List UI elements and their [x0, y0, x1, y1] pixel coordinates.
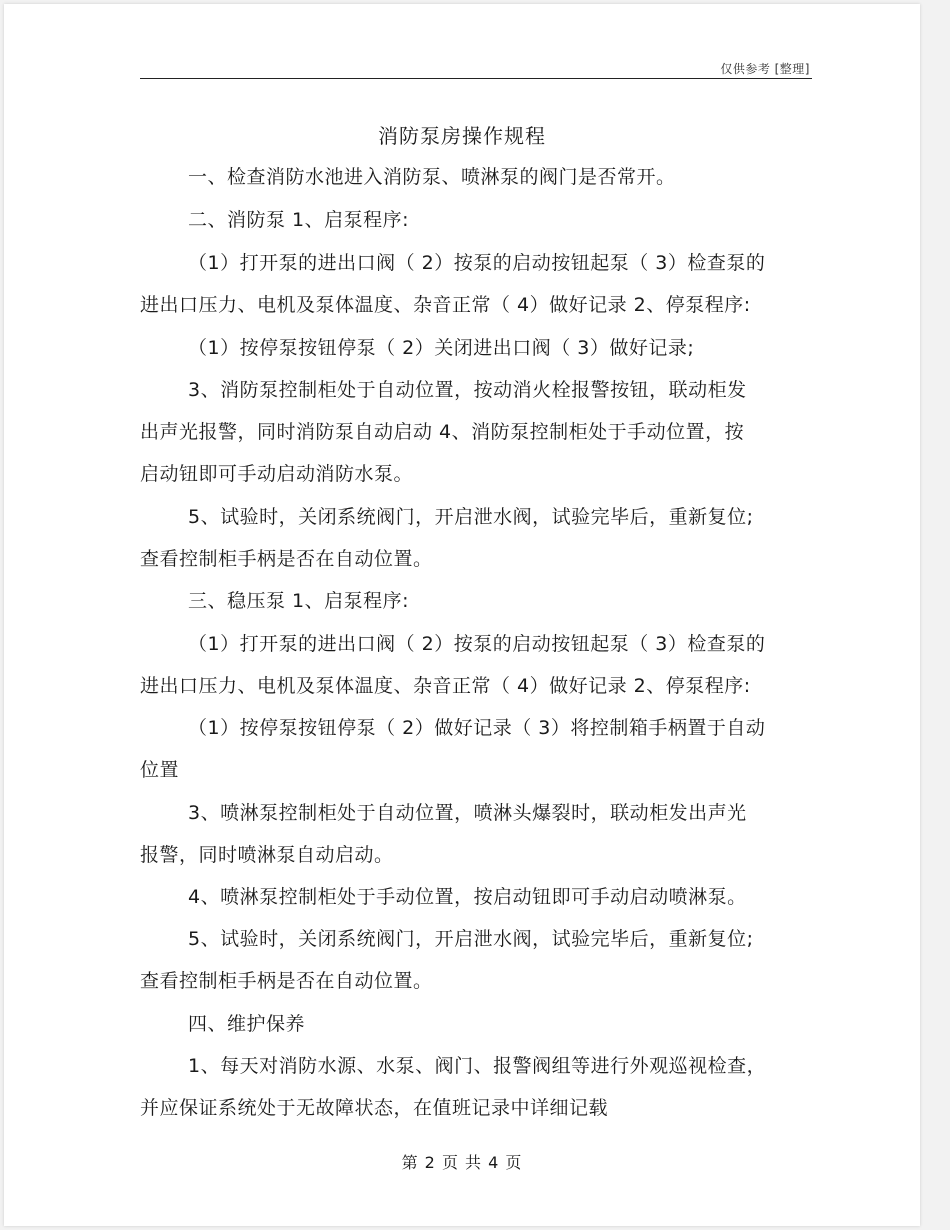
paragraph-line: （1）按停泵按钮停泵（ 2）做好记录（ 3）将控制箱手柄置于自动 — [188, 717, 766, 739]
paragraph-line: （1）打开泵的进出口阀（ 2）按泵的启动按钮起泵（ 3）检查泵的 — [188, 252, 766, 274]
paragraph-line: 出声光报警，同时消防泵自动启动 4、消防泵控制柜处于手动位置，按 — [140, 421, 745, 443]
paragraph-line: （1）按停泵按钮停泵（ 2）关闭进出口阀（ 3）做好记录; — [188, 337, 695, 359]
header-note: 仅供参考 [整理] — [720, 62, 810, 76]
document-page — [4, 4, 920, 1226]
paragraph-line: 三、稳压泵 1、启泵程序: — [188, 590, 410, 612]
paragraph-line: 查看控制柜手柄是否在自动位置。 — [140, 548, 433, 570]
paragraph-line: 进出口压力、电机及泵体温度、杂音正常（ 4）做好记录 2、停泵程序: — [140, 675, 751, 697]
paragraph-line: 1、每天对消防水源、水泵、阀门、报警阀组等进行外观巡视检查， — [188, 1055, 767, 1077]
paragraph-line: 报警，同时喷淋泵自动启动。 — [140, 844, 394, 866]
paragraph-line: （1）打开泵的进出口阀（ 2）按泵的启动按钮起泵（ 3）检查泵的 — [188, 633, 766, 655]
paragraph-line: 进出口压力、电机及泵体温度、杂音正常（ 4）做好记录 2、停泵程序: — [140, 294, 751, 316]
page-number: 第 2 页 共 4 页 — [401, 1153, 523, 1172]
paragraph-line: 并应保证系统处于无故障状态，在值班记录中详细记载 — [140, 1097, 609, 1119]
header-divider — [140, 78, 812, 79]
paragraph-line: 查看控制柜手柄是否在自动位置。 — [140, 970, 433, 992]
paragraph-line: 3、消防泵控制柜处于自动位置，按动消火栓报警按钮，联动柜发 — [188, 379, 747, 401]
paragraph-line: 二、消防泵 1、启泵程序: — [188, 209, 410, 231]
paragraph-line: 一、检查消防水池进入消防泵、喷淋泵的阀门是否常开。 — [188, 166, 676, 188]
document-title: 消防泵房操作规程 — [378, 124, 546, 148]
paragraph-line: 3、喷淋泵控制柜处于自动位置，喷淋头爆裂时，联动柜发出声光 — [188, 802, 747, 824]
paragraph-line: 5、试验时，关闭系统阀门，开启泄水阀，试验完毕后，重新复位; — [188, 928, 754, 950]
paragraph-line: 4、喷淋泵控制柜处于手动位置，按启动钮即可手动启动喷淋泵。 — [188, 886, 747, 908]
paragraph-line: 启动钮即可手动启动消防水泵。 — [140, 463, 414, 485]
paragraph-line: 5、试验时，关闭系统阀门，开启泄水阀，试验完毕后，重新复位; — [188, 506, 754, 528]
paragraph-line: 四、维护保养 — [188, 1013, 306, 1035]
paragraph-line: 位置 — [140, 759, 180, 781]
